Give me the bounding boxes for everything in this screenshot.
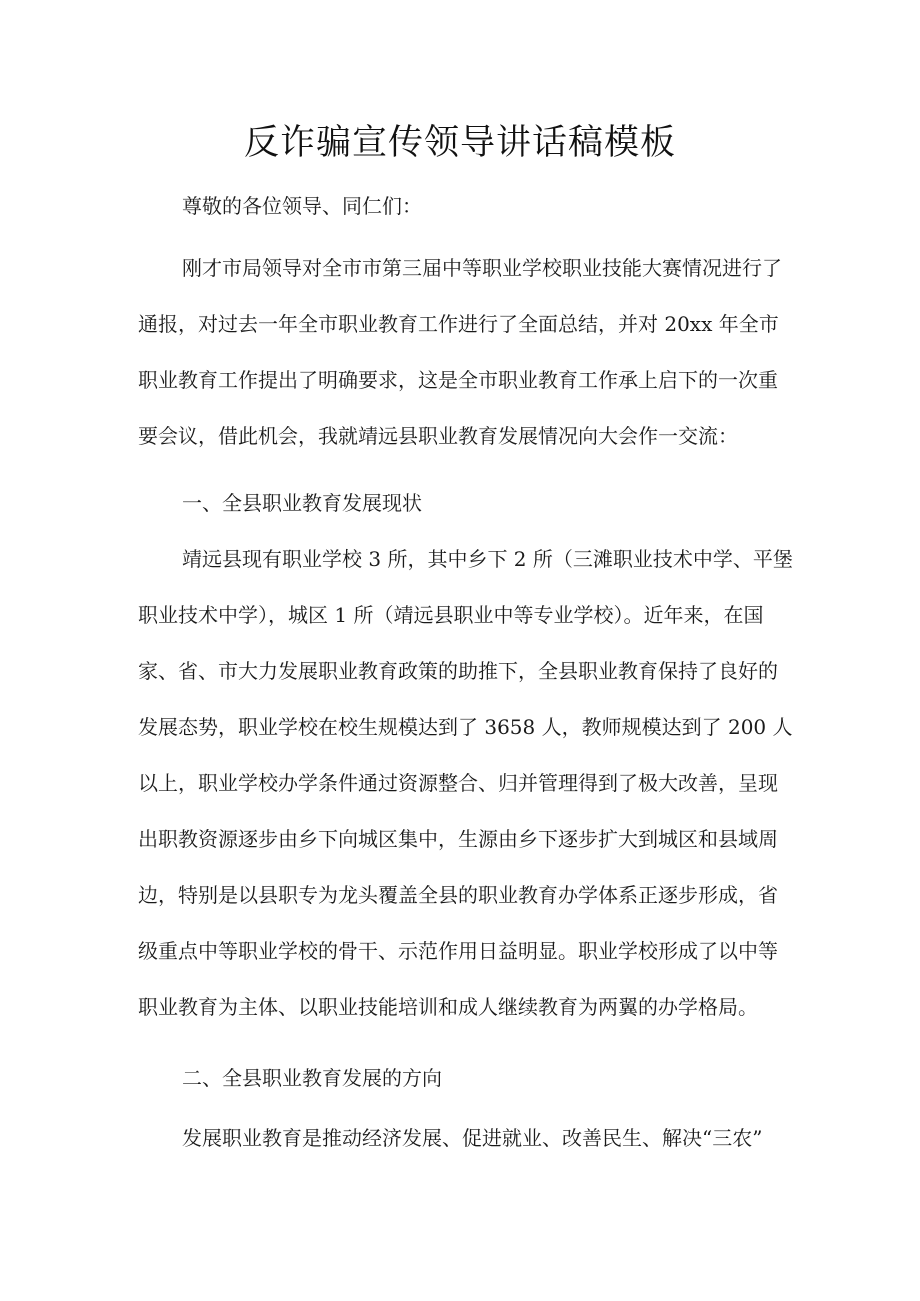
document-title: 反诈骗宣传领导讲话稿模板: [243, 123, 676, 163]
paragraph-line: 职业教育为主体、以职业技能培训和成人继续教育为两翼的办学格局。: [138, 995, 758, 1019]
paragraph-line: 通报，对过去一年全市职业教育工作进行了全面总结，并对 20xx 年全市: [138, 312, 779, 336]
paragraph-line: 边，特别是以县职专为龙头覆盖全县的职业教育办学体系正逐步形成，省: [138, 883, 778, 907]
status-paragraph: [138, 531, 793, 1035]
paragraph-line: 刚才市局领导对全市市第三届中等职业学校职业技能大赛情况进行了: [182, 256, 782, 280]
paragraph-line: 出职教资源逐步由乡下向城区集中，生源由乡下逐步扩大到城区和县域周: [138, 827, 778, 851]
paragraph-line: 职业教育工作提出了明确要求，这是全市职业教育工作承上启下的一次重: [138, 368, 778, 392]
section-heading-1: [138, 475, 786, 531]
direction-paragraph: [138, 1110, 786, 1166]
section-heading-2: [138, 1050, 786, 1106]
salutation-paragraph: [138, 178, 786, 234]
paragraph-line: 级重点中等职业学校的骨干、示范作用日益明显。职业学校形成了以中等: [138, 939, 778, 963]
section-heading-text: 二、全县职业教育发展的方向: [182, 1066, 442, 1090]
paragraph-line: 以上，职业学校办学条件通过资源整合、归并管理得到了极大改善，呈现: [138, 771, 778, 795]
paragraph-line: 职业技术中学），城区 1 所（靖远县职业中等专业学校）。近年来，在国: [138, 603, 764, 627]
paragraph-line: 靖远县现有职业学校 3 所，其中乡下 2 所（三滩职业技术中学、平堡: [182, 547, 793, 571]
paragraph-line: 要会议，借此机会，我就靖远县职业教育发展情况向大会作一交流：: [138, 424, 738, 448]
opening-paragraph: [138, 240, 786, 464]
paragraph-line: 发展职业教育是推动经济发展、促进就业、改善民生、解决“三农”: [182, 1126, 763, 1150]
paragraph-line: 发展态势，职业学校在校生规模达到了 3658 人，教师规模达到了 200 人: [138, 715, 793, 739]
paragraph-line: 家、省、市大力发展职业教育政策的助推下，全县职业教育保持了良好的: [138, 659, 778, 683]
section-heading-text: 一、全县职业教育发展现状: [182, 491, 422, 515]
paragraph-line: 尊敬的各位领导、同仁们：: [182, 194, 422, 218]
